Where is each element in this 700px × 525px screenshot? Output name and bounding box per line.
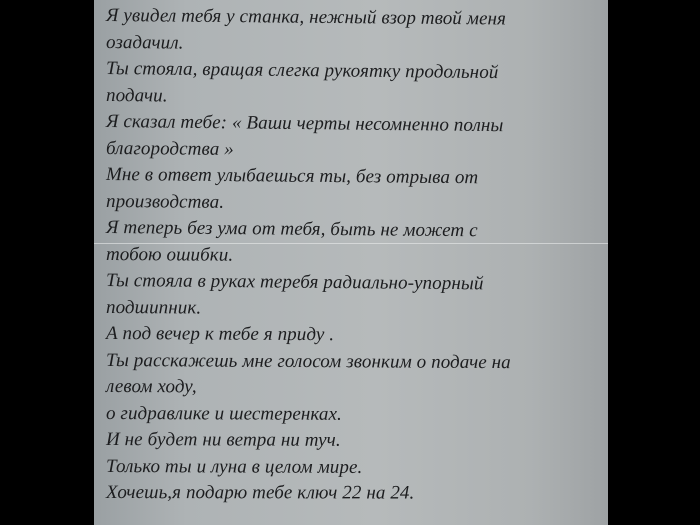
poem-line: Я увидел тебя у станка, нежный взор твой меня [105, 5, 507, 30]
poem-line: левом ходу, [105, 376, 197, 398]
poem-line: тобою ошибки. [105, 243, 234, 266]
poem-line: И не будет ни ветра ни туч. [105, 429, 341, 451]
poem-line: Я сказал тебе: « Ваши черты несомненно полны [105, 111, 504, 137]
poem-line: благородства » [105, 137, 234, 160]
paper-sheet [94, 0, 608, 525]
poem-line: озадачил. [105, 31, 184, 54]
poem-line: Я теперь без ума от тебя, быть не может с [105, 217, 478, 242]
poem-line: Хочешь,я подарю тебе ключ 22 на 24. [105, 482, 415, 504]
poem-line: Только ты и луна в целом мире. [105, 455, 363, 478]
poem-line: Мне в ответ улыбаешься ты, без отрыва от [105, 164, 479, 189]
poem-text [106, 3, 601, 507]
poem-line: подачи. [105, 84, 168, 106]
poem-line: производства. [105, 190, 225, 213]
poem-line: о гидравлике и шестеренках. [105, 402, 342, 425]
poem-line: Ты стояла в руках теребя радиально-упорный [105, 270, 484, 295]
poem-line: Ты стояла, вращая слегка рукоятку продольной [105, 58, 499, 84]
poem-line: Ты расскажешь мне голосом звонким о подаче на [105, 349, 511, 373]
poem-line: подшипник. [105, 296, 202, 318]
poem-line: А под вечер к тебе я приду . [105, 323, 335, 346]
